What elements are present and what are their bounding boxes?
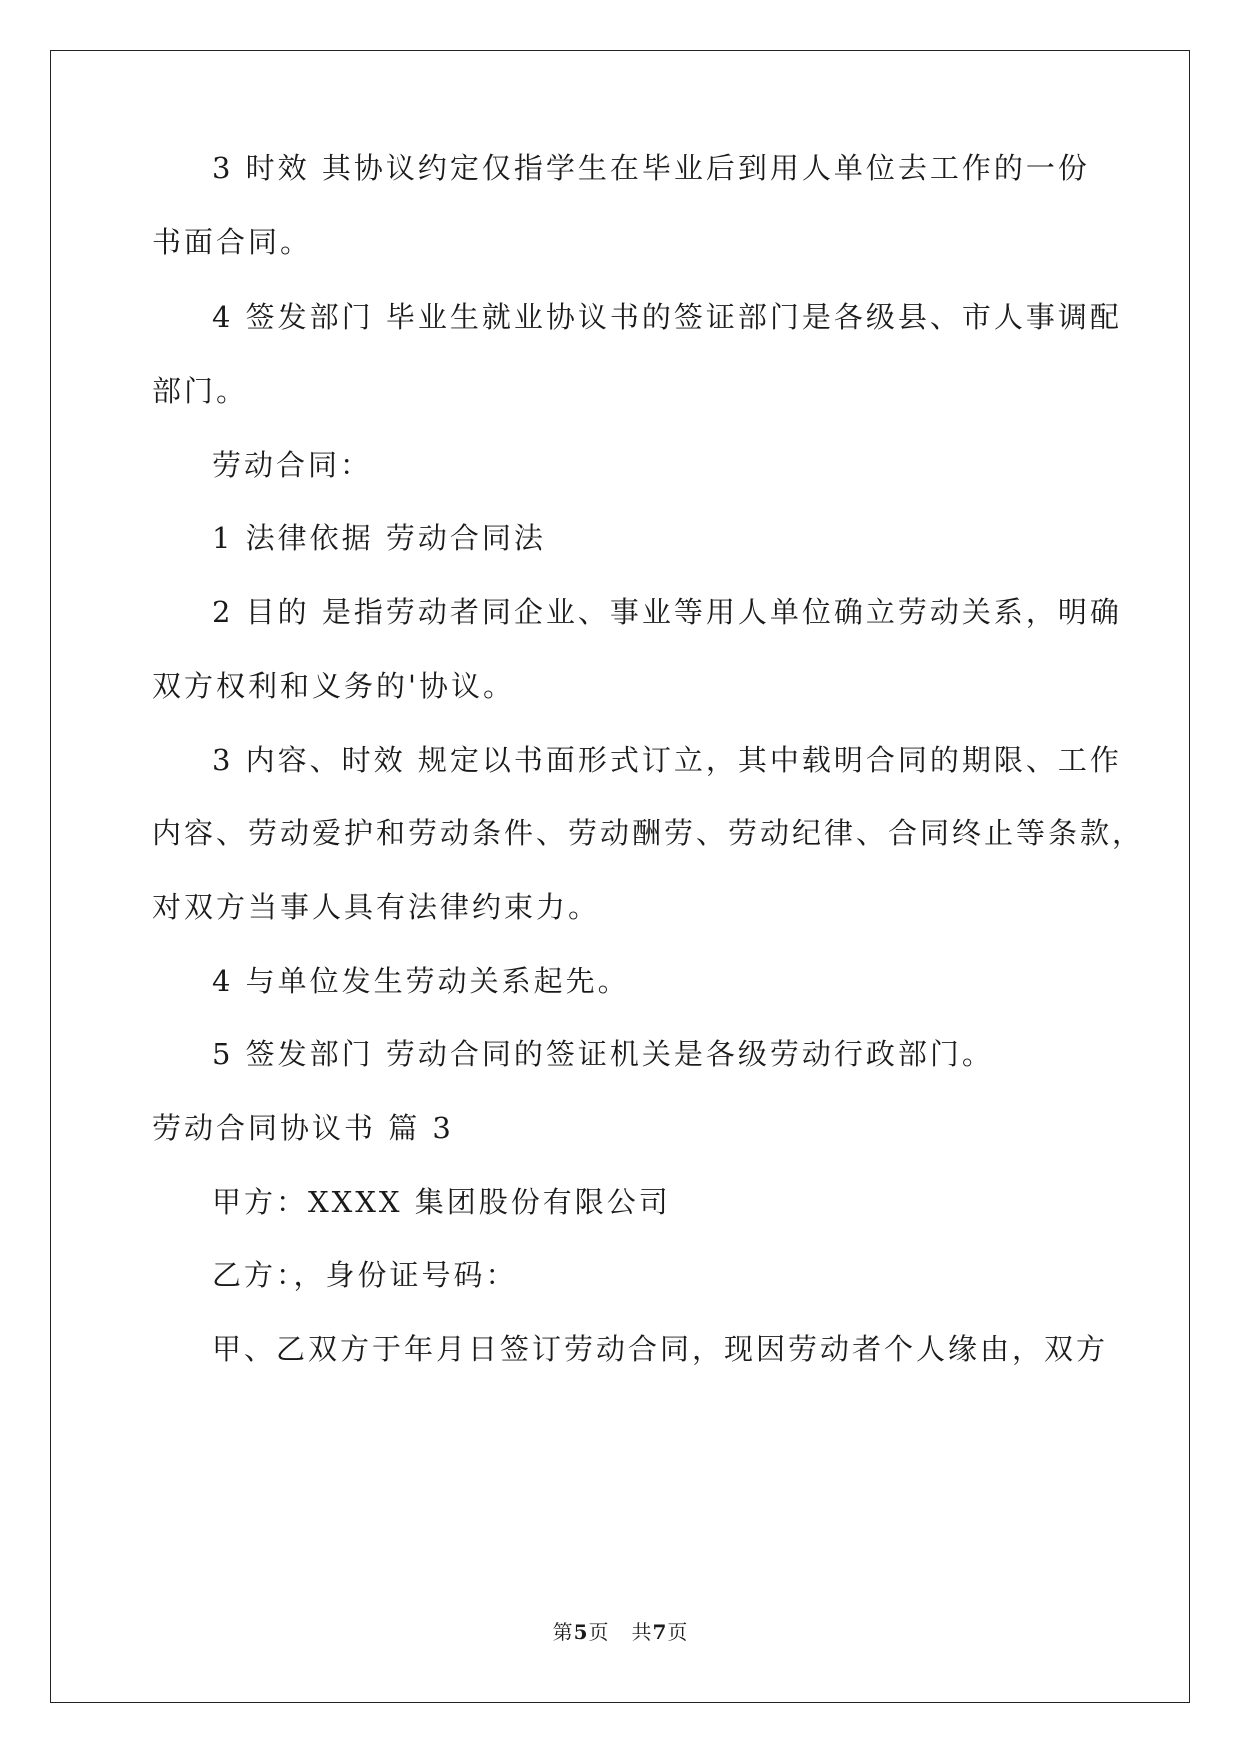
footer-page-suffix: 页: [588, 1620, 610, 1644]
party-a-line: 甲方：XXXX 集团股份有限公司: [212, 1185, 671, 1219]
footer-page-prefix: 第: [552, 1620, 574, 1644]
footer-total-pages: 7: [652, 1620, 668, 1644]
footer-total-prefix: 共: [631, 1620, 653, 1644]
paragraph-issuing-dept-line1: 4 签发部门 毕业生就业协议书的签证部门是各级县、市人事调配: [212, 300, 1122, 334]
paragraph-purpose-line2: 双方权利和义务的'协议。: [152, 669, 515, 703]
footer-current-page: 5: [573, 1620, 589, 1644]
party-b-line: 乙方：，身份证号码：: [212, 1258, 518, 1292]
paragraph-content-line1: 3 内容、时效 规定以书面形式订立，其中载明合同的期限、工作: [212, 743, 1122, 777]
section-heading: 劳动合同协议书 篇 3: [152, 1111, 454, 1145]
paragraph-timeliness-line2: 书面合同。: [152, 225, 313, 259]
paragraph-start: 4 与单位发生劳动关系起先。: [212, 964, 630, 998]
paragraph-content-line3: 对双方当事人具有法律约束力。: [152, 890, 601, 924]
page-footer: [0, 1618, 1241, 1646]
paragraph-legal-basis: 1 法律依据 劳动合同法: [212, 521, 546, 555]
paragraph-purpose-line1: 2 目的 是指劳动者同企业、事业等用人单位确立劳动关系，明确: [212, 595, 1122, 629]
footer-total-suffix: 页: [667, 1620, 689, 1644]
labor-contract-label: 劳动合同：: [212, 448, 373, 482]
paragraph-issuing-authority: 5 签发部门 劳动合同的签证机关是各级劳动行政部门。: [212, 1037, 994, 1071]
paragraph-content-line2: 内容、劳动爱护和劳动条件、劳动酬劳、劳动纪律、合同终止等条款，: [152, 816, 1145, 850]
paragraph-agreement-line1: 甲、乙双方于年月日签订劳动合同，现因劳动者个人缘由，双方: [212, 1332, 1109, 1366]
paragraph-timeliness-line1: 3 时效 其协议约定仅指学生在毕业后到用人单位去工作的一份: [212, 151, 1090, 185]
paragraph-issuing-dept-line2: 部门。: [152, 374, 249, 408]
